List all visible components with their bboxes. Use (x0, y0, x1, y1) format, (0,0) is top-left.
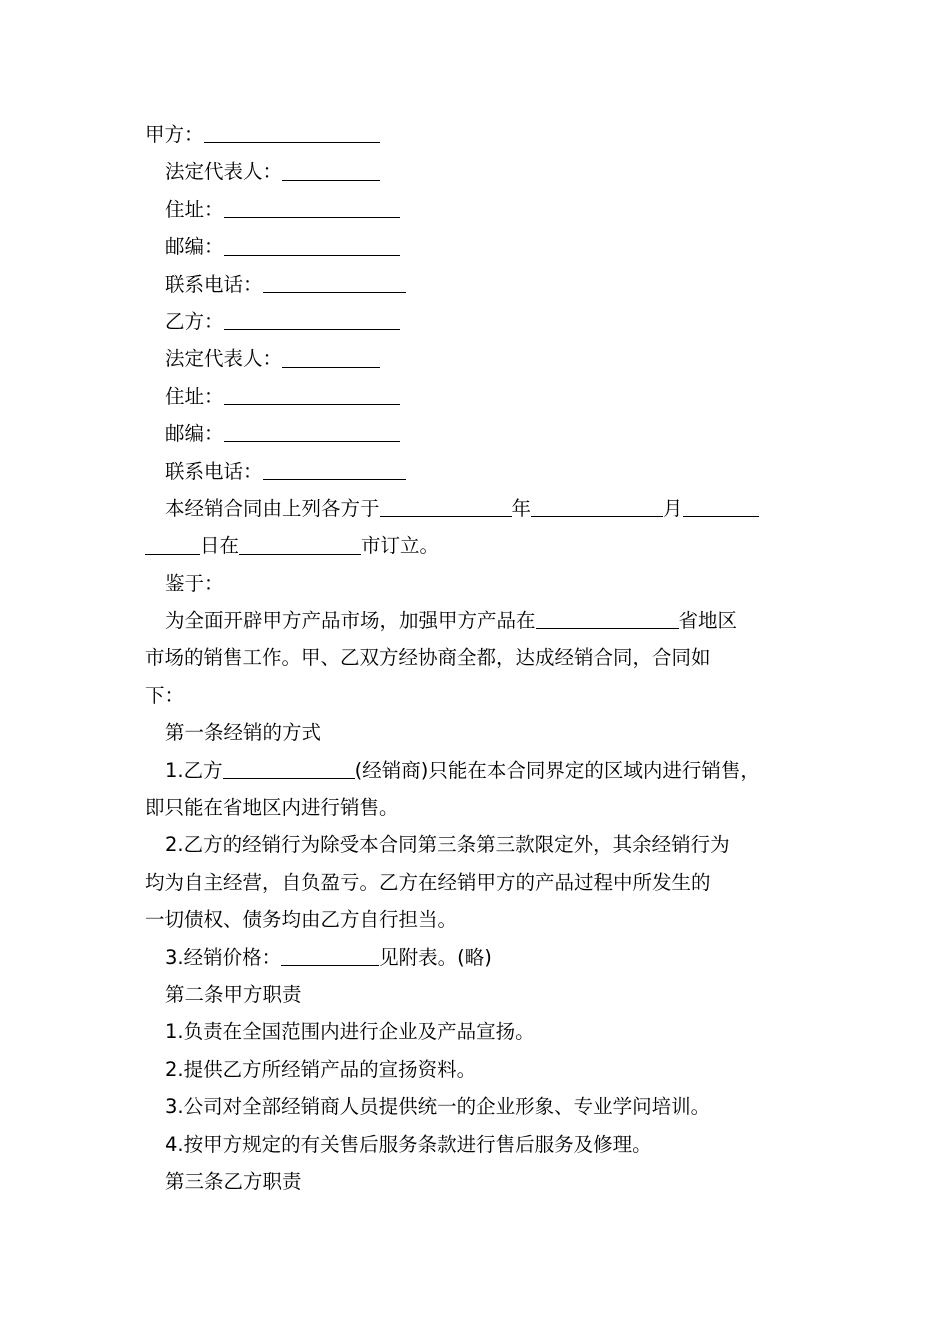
party-b-legal-rep-line (145, 340, 813, 377)
party-a-postcode-blank (224, 234, 400, 255)
contract-body (145, 116, 813, 1200)
year-blank (380, 496, 512, 517)
purpose-line-3 (145, 677, 813, 714)
party-a-postcode-label: 邮编： (165, 235, 224, 259)
article2-item3-text: 3.公司对全部经销商人员提供统一的企业形象、专业学问培训。 (165, 1095, 711, 1119)
party-b-legal-rep-label: 法定代表人： (165, 347, 283, 371)
party-a-line (145, 116, 813, 153)
article3-title: 第三条乙方职责 (165, 1169, 302, 1193)
party-b-postcode-line (145, 415, 813, 452)
party-b-postcode-blank (224, 421, 400, 442)
article1-item2-line3 (145, 901, 813, 938)
party-a-phone-label: 联系电话： (165, 272, 263, 296)
article1-item3-text-a: 3.经销价格： (165, 945, 282, 969)
article1-item2-text-line2: 均为自主经营，自负盈亏。乙方在经销甲方的产品过程中所发生的 (145, 870, 711, 894)
party-a-phone-line (145, 266, 813, 303)
article1-item1-text-a: 1.乙方 (165, 758, 223, 782)
party-b-label: 乙方： (165, 309, 224, 333)
article1-item1-line1 (145, 752, 813, 789)
year-label: 年 (511, 496, 532, 520)
article1-item1-line2 (145, 789, 813, 826)
party-a-phone-blank (263, 271, 406, 292)
province-blank (536, 608, 679, 629)
month-blank (531, 496, 663, 517)
party-b-legal-rep-blank (282, 346, 380, 367)
purpose-text-a: 为全面开辟甲方产品市场，加强甲方产品在 (165, 609, 536, 633)
signing-intro-text: 本经销合同由上列各方于 (165, 496, 380, 520)
purpose-text-line3: 下： (145, 683, 185, 707)
day-blank-part2 (145, 533, 200, 554)
article1-title: 第一条经销的方式 (165, 721, 322, 745)
article1-item1-text-b: (经销商)只能在本合同界定的区域内进行销售， (354, 758, 760, 782)
price-blank (281, 944, 379, 965)
purpose-line-2 (145, 639, 813, 676)
signing-place-line (145, 527, 813, 564)
article2-title: 第二条甲方职责 (165, 982, 302, 1006)
whereas-line (145, 565, 813, 602)
party-a-address-label: 住址： (165, 197, 224, 221)
article1-item1-text-line2: 即只能在省地区内进行销售。 (145, 796, 399, 820)
city-blank (239, 533, 361, 554)
article2-item2-text: 2.提供乙方所经销产品的宣扬资料。 (165, 1057, 477, 1081)
party-a-legal-rep-blank (282, 159, 380, 180)
article1-title-line (145, 714, 813, 751)
article1-item2-line1 (145, 826, 813, 863)
whereas-text: 鉴于： (165, 571, 224, 595)
dealer-name-blank (223, 758, 355, 779)
party-b-phone-label: 联系电话： (165, 459, 263, 483)
article2-item1-line (145, 1013, 813, 1050)
article1-item2-text-line3: 一切债权、债务均由乙方自行担当。 (145, 908, 458, 932)
purpose-line-1 (145, 602, 813, 639)
article1-item2-text-line1: 2.乙方的经销行为除受本合同第三条第三款限定外，其余经销行为 (165, 833, 730, 857)
party-b-address-line (145, 378, 813, 415)
party-a-legal-rep-line (145, 153, 813, 190)
party-b-phone-line (145, 453, 813, 490)
purpose-text-line2: 市场的销售工作。甲、乙双方经协商全都，达成经销合同，合同如 (145, 646, 711, 670)
purpose-text-b: 省地区 (678, 609, 738, 633)
party-b-address-blank (224, 384, 400, 405)
party-a-legal-rep-label: 法定代表人： (165, 160, 283, 184)
article2-title-line (145, 976, 813, 1013)
article1-item3-text-b: 见附表。(略) (379, 945, 492, 969)
party-a-address-line (145, 191, 813, 228)
article2-item4-text: 4.按甲方规定的有关售后服务条款进行售后服务及修理。 (165, 1132, 652, 1156)
party-a-blank (204, 122, 380, 143)
party-b-postcode-label: 邮编： (165, 422, 224, 446)
article2-item2-line (145, 1051, 813, 1088)
article3-title-line (145, 1163, 813, 1200)
article2-item4-line (145, 1126, 813, 1163)
article2-item1-text: 1.负责在全国范围内进行企业及产品宣扬。 (165, 1020, 535, 1044)
day-blank-part1 (683, 496, 759, 517)
month-label: 月 (663, 496, 683, 520)
signing-date-line (145, 490, 813, 527)
party-b-line (145, 303, 813, 340)
party-b-address-label: 住址： (165, 384, 224, 408)
party-a-postcode-line (145, 228, 813, 265)
party-a-label: 甲方： (145, 123, 204, 146)
party-b-phone-blank (263, 458, 406, 479)
article2-item3-line (145, 1088, 813, 1125)
party-a-address-blank (224, 197, 400, 218)
article1-item2-line2 (145, 864, 813, 901)
party-b-blank (224, 309, 400, 330)
city-signed-label: 市订立。 (361, 534, 440, 558)
day-at-label: 日在 (200, 534, 240, 558)
article1-item3-line (145, 939, 813, 976)
